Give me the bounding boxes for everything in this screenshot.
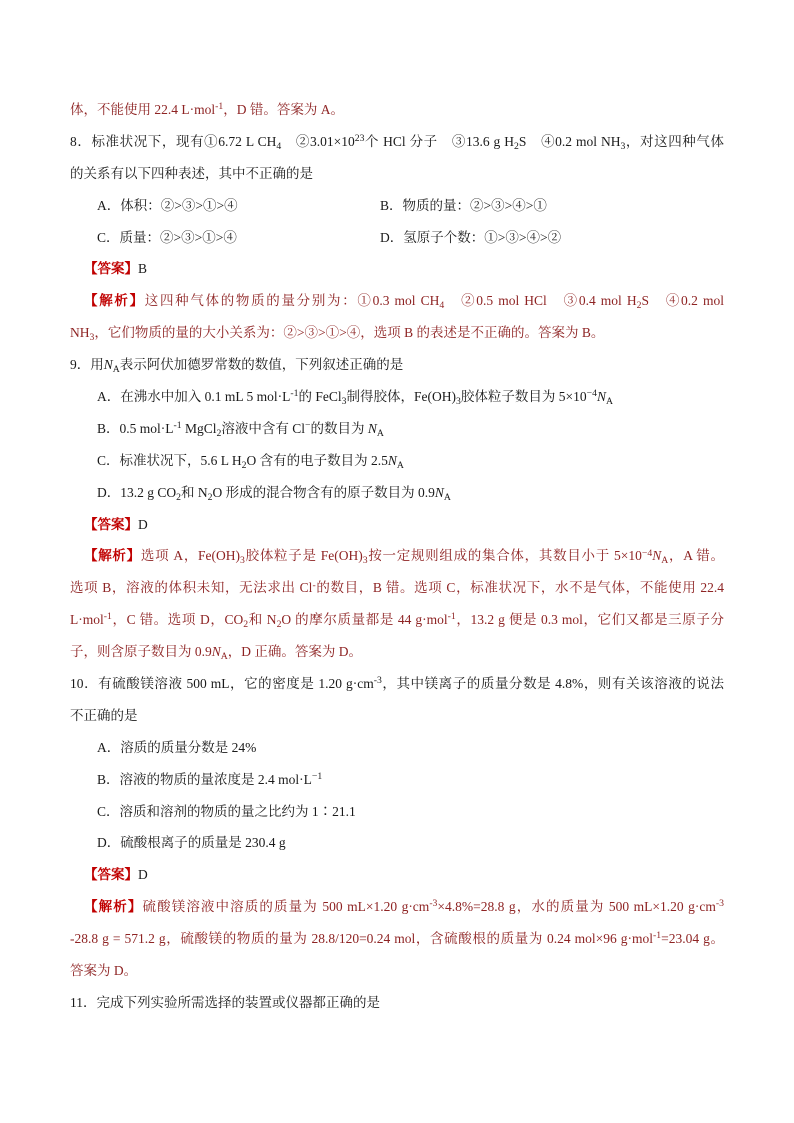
- text-run: O 含有的电子数目为 2.5: [246, 452, 388, 468]
- subscript: A: [376, 427, 384, 439]
- text-run: 和 N: [248, 612, 277, 628]
- italic-symbol: N: [103, 357, 113, 373]
- answer-option: [97, 190, 380, 222]
- superscript: -: [312, 579, 316, 591]
- question-number: 9．: [70, 357, 91, 373]
- italic-symbol: N: [596, 389, 606, 405]
- subscript: 3: [455, 395, 461, 407]
- text-run: ，其中镁离子的质量分数是 4.8%，则有关该溶液的说法: [381, 676, 724, 692]
- superscript: 23: [354, 133, 365, 145]
- analysis-continuation-line: [70, 94, 724, 126]
- text-run: ，D 正确。答案为 D。: [227, 644, 363, 660]
- text-run: 氢原子个数：①>③>④>②: [403, 229, 562, 245]
- question-number: 10．: [70, 676, 99, 692]
- option-letter: B．: [380, 197, 403, 213]
- answer-label: 【答案】: [84, 867, 138, 883]
- analysis-line: [70, 604, 724, 636]
- question-number: 11．: [70, 994, 97, 1010]
- text-run: 的数目为: [310, 420, 368, 436]
- text-run: ，A 错。: [668, 548, 724, 564]
- analysis-line: [70, 636, 724, 668]
- text-run: 标准状况下，5.6 L H: [119, 452, 242, 468]
- text-run: ×4.8%=28.8 g，水的质量为 500 mL×1.20 g·cm: [437, 899, 716, 915]
- answer-value: D: [138, 516, 148, 532]
- option-row: [70, 381, 724, 413]
- superscript: -1: [173, 420, 182, 432]
- text-run: 胶体粒子数目为 5×10: [460, 389, 587, 405]
- text-run: 体，不能使用 22.4 L·mol: [70, 102, 216, 117]
- superscript: -1: [290, 388, 299, 400]
- text-run: 制得胶体，Fe(OH): [346, 389, 456, 405]
- document-body: [70, 94, 724, 1019]
- superscript: -1: [215, 101, 224, 113]
- analysis-label: 【解析】: [84, 293, 145, 309]
- text-run: ，D 错。答案为 A。: [223, 102, 344, 117]
- text-run: 质量：②>③>①>④: [119, 229, 237, 245]
- option-letter: C．: [97, 229, 120, 245]
- italic-symbol: N: [387, 452, 397, 468]
- text-run: 子，则含原子数目为 0.9: [70, 644, 212, 660]
- text-run: 的数目，B 错。选项 C，标准状况下，水不是气体，不能使用 22.4: [315, 580, 724, 596]
- text-run: 完成下列实验所需选择的装置或仪器都正确的是: [96, 994, 380, 1010]
- analysis-line: [70, 891, 724, 923]
- text-run: ，C 错。选项 D，CO: [111, 612, 244, 628]
- subscript: A: [112, 364, 120, 376]
- text-run: 用: [90, 357, 104, 373]
- italic-symbol: N: [652, 548, 662, 564]
- option-row: [70, 796, 724, 828]
- answer-value: B: [138, 261, 148, 277]
- answer-option: [97, 445, 404, 477]
- subscript: 3: [240, 555, 245, 567]
- answer-line: [70, 509, 724, 541]
- option-row: [70, 222, 724, 254]
- text-run: L·mol: [70, 612, 104, 628]
- answer-option: [97, 222, 380, 254]
- subscript: A: [443, 491, 451, 503]
- answer-label: 【答案】: [84, 516, 138, 532]
- question-stem-line: [70, 668, 724, 700]
- italic-symbol: N: [211, 644, 221, 660]
- analysis-line: [70, 540, 724, 572]
- question-stem-line: [70, 987, 724, 1019]
- text-run: 表示阿伏加德罗常数的数值，下列叙述正确的是: [119, 357, 404, 373]
- analysis-line: [70, 572, 724, 604]
- analysis-label: 【解析】: [84, 548, 141, 564]
- superscript: -1: [447, 611, 456, 623]
- subscript: 2: [176, 491, 181, 503]
- text-run: 胶体粒子是 Fe(OH): [244, 548, 363, 564]
- answer-line: [70, 253, 724, 285]
- subscript: 2: [241, 459, 247, 471]
- text-run: 有硫酸镁溶液 500 mL，它的密度是 1.20 g·cm: [98, 676, 374, 692]
- superscript: -1: [653, 930, 662, 942]
- option-letter: A．: [97, 389, 121, 405]
- text-run: -28.8 g = 571.2 g，硫酸镁的物质的量为 28.8/120=0.24 mol，含硫酸根的质量为 0.24 mol×96 g·mol: [70, 931, 654, 947]
- text-run: 硫酸根离子的质量是 230.4 g: [120, 835, 286, 851]
- analysis-label: 【解析】: [84, 899, 143, 915]
- answer-option: [380, 190, 547, 222]
- text-run: 在沸水中加入 0.1 mL 5 mol·L: [120, 389, 291, 405]
- answer-option: [97, 732, 256, 764]
- question-stem-line: [70, 700, 724, 732]
- question-stem-line: [70, 126, 724, 158]
- superscript: -3: [715, 898, 724, 910]
- answer-option: [97, 827, 286, 859]
- subscript: 3: [89, 332, 95, 344]
- italic-symbol: N: [367, 420, 377, 436]
- superscript: -3: [429, 898, 438, 910]
- subscript: 2: [276, 619, 282, 631]
- subscript: 2: [207, 491, 213, 503]
- text-run: 选项 A，Fe(OH): [140, 548, 241, 564]
- text-run: 选项 B，溶液的体积未知，无法求出 Cl: [70, 580, 313, 596]
- text-run: 标准状况下，现有①6.72 L CH: [91, 133, 277, 149]
- text-run: 硫酸镁溶液中溶质的质量为 500 mL×1.20 g·cm: [142, 899, 430, 915]
- text-run: MgCl: [181, 420, 217, 436]
- answer-label: 【答案】: [84, 261, 138, 277]
- italic-symbol: N: [434, 484, 444, 500]
- option-row: [70, 413, 724, 445]
- text-run: 按一定规则组成的集合体，其数目小于 5×10: [367, 548, 642, 564]
- subscript: 4: [276, 140, 282, 152]
- option-letter: B．: [97, 771, 120, 787]
- analysis-line: [70, 285, 724, 317]
- option-letter: A．: [97, 739, 121, 755]
- text-run: NH: [70, 325, 90, 341]
- question-stem-line: [70, 349, 724, 381]
- text-run: ，13.2 g 便是 0.3 mol，它们又都是三原子分: [455, 612, 725, 628]
- option-letter: A．: [97, 197, 121, 213]
- answer-option: [97, 381, 613, 413]
- text-run: 0.5 mol·L: [119, 420, 174, 436]
- subscript: 2: [514, 140, 519, 152]
- text-run: 溶液的物质的量浓度是 2.4 mol·L: [119, 771, 312, 787]
- text-run: ，对这四种气体: [625, 133, 724, 149]
- question-number: 8．: [70, 133, 92, 149]
- option-row: [70, 477, 724, 509]
- option-row: [70, 190, 724, 222]
- option-row: [70, 827, 724, 859]
- subscript: 4: [439, 300, 445, 312]
- superscript: −1: [311, 770, 323, 782]
- answer-option: [380, 222, 561, 254]
- text-run: ②3.01×10: [281, 133, 355, 149]
- text-run: 个 HCl 分子 ③13.6 g H: [364, 133, 515, 149]
- option-row: [70, 732, 724, 764]
- subscript: 3: [341, 395, 347, 407]
- text-run: 溶质和溶剂的物质的量之比约为 1∶21.1: [119, 803, 356, 819]
- answer-option: [97, 764, 322, 796]
- answer-option: [97, 413, 384, 445]
- analysis-line: [70, 923, 724, 955]
- option-letter: D．: [380, 229, 404, 245]
- text-run: 这四种气体的物质的量分别为：①0.3 mol CH: [144, 293, 440, 309]
- text-run: 答案为 D。: [70, 963, 138, 979]
- text-run: 溶质的质量分数是 24%: [120, 739, 257, 755]
- text-run: ②0.5 mol HCl ③0.4 mol H: [444, 293, 637, 309]
- text-run: 体积：②>③>①>④: [120, 197, 238, 213]
- subscript: A: [220, 651, 228, 663]
- option-row: [70, 764, 724, 796]
- option-letter: D．: [97, 484, 121, 500]
- text-run: 不正确的是: [70, 707, 138, 723]
- text-run: =23.04 g。: [661, 931, 724, 947]
- question-stem-line: [70, 158, 724, 190]
- text-run: 13.2 g CO: [120, 484, 177, 500]
- text-run: O 的摩尔质量都是 44 g·mol: [281, 612, 448, 628]
- text-run: 的 FeCl: [298, 389, 342, 405]
- superscript: −: [305, 420, 311, 432]
- subscript: 2: [216, 427, 222, 439]
- subscript: 2: [636, 300, 642, 312]
- answer-value: D: [138, 867, 148, 883]
- text-run: 和 N: [181, 484, 208, 500]
- answer-line: [70, 859, 724, 891]
- option-letter: B．: [97, 420, 120, 436]
- analysis-line: [70, 955, 724, 987]
- text-run: 的关系有以下四种表述，其中不正确的是: [70, 165, 313, 181]
- subscript: 3: [362, 555, 368, 567]
- text-run: S ④0.2 mol: [641, 293, 724, 309]
- option-letter: C．: [97, 452, 120, 468]
- subscript: A: [605, 395, 613, 407]
- answer-option: [97, 477, 451, 509]
- text-run: 溶液中含有 Cl: [221, 420, 306, 436]
- option-letter: C．: [97, 803, 120, 819]
- text-run: 物质的量：②>③>④>①: [402, 197, 547, 213]
- superscript: −4: [586, 388, 597, 400]
- text-run: O 形成的混合物含有的原子数目为 0.9: [212, 484, 435, 500]
- subscript: 2: [243, 619, 249, 631]
- answer-option: [97, 796, 356, 828]
- text-run: ，它们物质的量的大小关系为：②>③>①>④，选项 B 的表述是不正确的。答案为 B。: [94, 325, 605, 341]
- subscript: A: [396, 459, 404, 471]
- option-row: [70, 445, 724, 477]
- subscript: 3: [620, 140, 626, 152]
- superscript: -1: [103, 611, 112, 623]
- superscript: −4: [641, 547, 653, 559]
- analysis-line: [70, 317, 724, 349]
- subscript: A: [661, 555, 669, 567]
- superscript: -3: [373, 675, 382, 687]
- text-run: S ④0.2 mol NH: [518, 133, 621, 149]
- option-letter: D．: [97, 835, 121, 851]
